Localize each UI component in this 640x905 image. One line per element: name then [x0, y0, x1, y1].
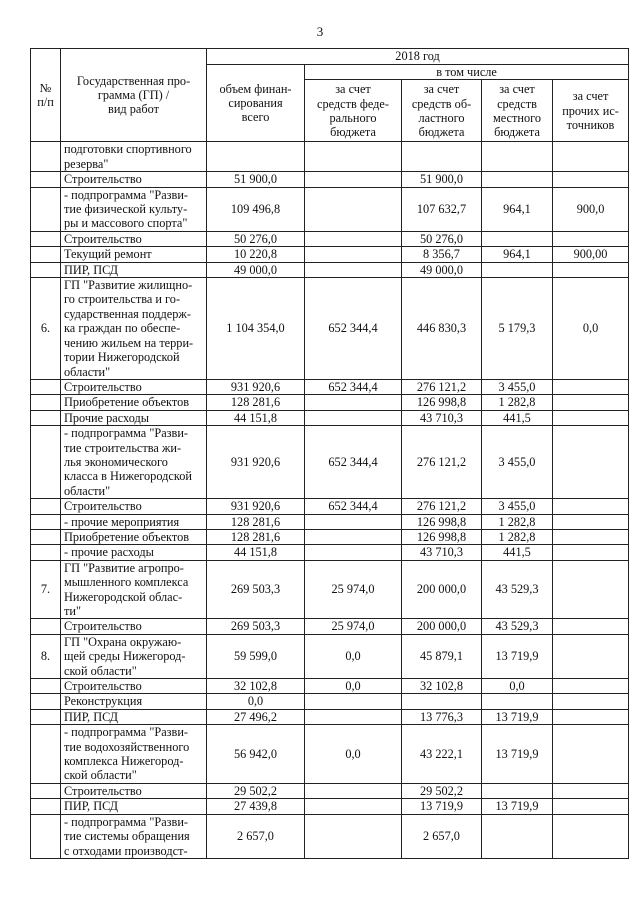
row-number: 7.: [31, 560, 61, 619]
row-regional: 446 830,3: [402, 278, 482, 380]
row-federal: [305, 545, 402, 560]
row-regional: 200 000,0: [402, 619, 482, 634]
row-total: 50 276,0: [207, 231, 305, 246]
row-name: Строительство: [61, 679, 207, 694]
row-name: Прочие расходы: [61, 410, 207, 425]
row-number: [31, 395, 61, 410]
row-number: [31, 247, 61, 262]
row-federal: [305, 231, 402, 246]
row-number: [31, 529, 61, 544]
row-local: 13 719,9: [482, 709, 553, 724]
table-row: [31, 187, 629, 231]
table-row: [31, 709, 629, 724]
row-number: [31, 514, 61, 529]
row-name: ПИР, ПСД: [61, 799, 207, 814]
row-name: ПИР, ПСД: [61, 262, 207, 277]
row-regional: 200 000,0: [402, 560, 482, 619]
table-row: [31, 142, 629, 172]
row-federal: 25 974,0: [305, 619, 402, 634]
row-name: Строительство: [61, 172, 207, 187]
row-regional: 13 719,9: [402, 799, 482, 814]
row-number: 6.: [31, 278, 61, 380]
row-number: [31, 187, 61, 231]
row-local: 43 529,3: [482, 560, 553, 619]
row-regional: 276 121,2: [402, 379, 482, 394]
row-other: [553, 725, 629, 784]
row-regional: 2 657,0: [402, 814, 482, 858]
row-regional: 8 356,7: [402, 247, 482, 262]
row-total: 931 920,6: [207, 426, 305, 499]
row-regional: 276 121,2: [402, 426, 482, 499]
row-local: 964,1: [482, 187, 553, 231]
row-local: 13 719,9: [482, 725, 553, 784]
row-local: 3 455,0: [482, 426, 553, 499]
row-regional: 126 998,8: [402, 395, 482, 410]
row-local: 441,5: [482, 545, 553, 560]
row-federal: [305, 262, 402, 277]
row-other: 0,0: [553, 278, 629, 380]
row-name: Строительство: [61, 499, 207, 514]
row-regional: 50 276,0: [402, 231, 482, 246]
table-row: [31, 529, 629, 544]
row-other: [553, 514, 629, 529]
row-number: [31, 231, 61, 246]
row-name: ГП "Охрана окружаю- щей среды Нижегород- ской области": [61, 634, 207, 678]
row-federal: 25 974,0: [305, 560, 402, 619]
table-row: [31, 634, 629, 678]
row-number: [31, 545, 61, 560]
row-other: 900,0: [553, 187, 629, 231]
table-row: [31, 379, 629, 394]
row-number: 8.: [31, 634, 61, 678]
row-federal: [305, 709, 402, 724]
row-federal: [305, 247, 402, 262]
row-other: [553, 799, 629, 814]
row-other: [553, 634, 629, 678]
row-local: [482, 694, 553, 709]
row-federal: [305, 395, 402, 410]
row-federal: [305, 187, 402, 231]
row-number: [31, 172, 61, 187]
row-total: 109 496,8: [207, 187, 305, 231]
row-other: [553, 783, 629, 798]
table-row: [31, 514, 629, 529]
row-total: 44 151,8: [207, 410, 305, 425]
row-federal: [305, 514, 402, 529]
row-name: Реконструкция: [61, 694, 207, 709]
row-name: Текущий ремонт: [61, 247, 207, 262]
row-number: [31, 379, 61, 394]
row-total: 2 657,0: [207, 814, 305, 858]
row-local: 3 455,0: [482, 499, 553, 514]
table-row: [31, 694, 629, 709]
row-local: 43 529,3: [482, 619, 553, 634]
row-total: 44 151,8: [207, 545, 305, 560]
row-name: ПИР, ПСД: [61, 709, 207, 724]
row-number: [31, 799, 61, 814]
row-total: 0,0: [207, 694, 305, 709]
row-other: [553, 142, 629, 172]
table-row: [31, 799, 629, 814]
row-total: 49 000,0: [207, 262, 305, 277]
row-total: 1 104 354,0: [207, 278, 305, 380]
row-federal: [305, 783, 402, 798]
row-total: 27 496,2: [207, 709, 305, 724]
row-federal: 652 344,4: [305, 379, 402, 394]
row-regional: 43 710,3: [402, 545, 482, 560]
row-name: Строительство: [61, 231, 207, 246]
row-total: 51 900,0: [207, 172, 305, 187]
row-regional: 126 998,8: [402, 514, 482, 529]
row-total: 269 503,3: [207, 619, 305, 634]
table-row: [31, 247, 629, 262]
row-local: [482, 262, 553, 277]
row-name: Строительство: [61, 379, 207, 394]
row-number: [31, 709, 61, 724]
row-other: [553, 709, 629, 724]
table-row: [31, 725, 629, 784]
row-regional: [402, 142, 482, 172]
row-total: 269 503,3: [207, 560, 305, 619]
row-total: 10 220,8: [207, 247, 305, 262]
row-federal: 0,0: [305, 725, 402, 784]
row-total: 56 942,0: [207, 725, 305, 784]
row-federal: [305, 814, 402, 858]
row-name: - подпрограмма "Разви- тие физической культу- ры и массового спорта": [61, 187, 207, 231]
row-regional: 45 879,1: [402, 634, 482, 678]
row-regional: 51 900,0: [402, 172, 482, 187]
row-name: подготовки спортивного резерва": [61, 142, 207, 172]
row-federal: [305, 172, 402, 187]
row-name: - прочие расходы: [61, 545, 207, 560]
header-local: за счет средств местного бюджета: [482, 80, 553, 142]
table-row: [31, 619, 629, 634]
row-regional: 13 776,3: [402, 709, 482, 724]
row-other: [553, 619, 629, 634]
row-other: [553, 426, 629, 499]
row-name: Приобретение объектов: [61, 395, 207, 410]
table-row: [31, 783, 629, 798]
row-name: ГП "Развитие агропро- мышленного комплекса Нижегородской облас- ти": [61, 560, 207, 619]
row-name: Строительство: [61, 783, 207, 798]
row-federal: [305, 142, 402, 172]
row-other: [553, 379, 629, 394]
row-number: [31, 679, 61, 694]
row-other: [553, 560, 629, 619]
row-number: [31, 410, 61, 425]
row-total: 931 920,6: [207, 499, 305, 514]
row-regional: 43 222,1: [402, 725, 482, 784]
table-row: [31, 231, 629, 246]
row-regional: [402, 694, 482, 709]
row-local: [482, 814, 553, 858]
table-row: [31, 560, 629, 619]
row-local: 1 282,8: [482, 514, 553, 529]
row-local: 1 282,8: [482, 395, 553, 410]
row-number: [31, 619, 61, 634]
row-name: - подпрограмма "Разви- тие строительства жи- лья экономического класса в Нижегородской области": [61, 426, 207, 499]
row-local: [482, 142, 553, 172]
row-local: 964,1: [482, 247, 553, 262]
row-local: [482, 783, 553, 798]
row-other: [553, 262, 629, 277]
table-row: [31, 172, 629, 187]
row-number: [31, 142, 61, 172]
header-total: объем финан- сирования всего: [207, 65, 305, 142]
row-other: [553, 529, 629, 544]
table-row: [31, 545, 629, 560]
header-year: 2018 год: [207, 49, 629, 65]
row-other: [553, 679, 629, 694]
page-number: 3: [316, 24, 324, 39]
row-federal: 652 344,4: [305, 499, 402, 514]
row-local: 3 455,0: [482, 379, 553, 394]
row-total: 128 281,6: [207, 395, 305, 410]
row-other: 900,00: [553, 247, 629, 262]
row-federal: 0,0: [305, 679, 402, 694]
row-name: - подпрограмма "Разви- тие водохозяйственного комплекса Нижегород- ской области": [61, 725, 207, 784]
row-number: [31, 694, 61, 709]
row-regional: 107 632,7: [402, 187, 482, 231]
row-name: ГП "Развитие жилищно- го строительства и го- сударственная поддерж- ка граждан по обеспе- чению жильем на терри- тории Нижегородской области": [61, 278, 207, 380]
row-local: 1 282,8: [482, 529, 553, 544]
row-federal: [305, 410, 402, 425]
row-other: [553, 545, 629, 560]
row-number: [31, 499, 61, 514]
header-num: № п/п: [31, 49, 61, 142]
table-row: [31, 814, 629, 858]
financing-table: [30, 48, 629, 859]
row-regional: 29 502,2: [402, 783, 482, 798]
row-local: 13 719,9: [482, 634, 553, 678]
row-other: [553, 499, 629, 514]
header-federal: за счет средств феде- рального бюджета: [305, 80, 402, 142]
row-total: 29 502,2: [207, 783, 305, 798]
row-federal: 0,0: [305, 634, 402, 678]
row-local: 0,0: [482, 679, 553, 694]
row-total: 27 439,8: [207, 799, 305, 814]
row-regional: 276 121,2: [402, 499, 482, 514]
row-name: Строительство: [61, 619, 207, 634]
row-total: 59 599,0: [207, 634, 305, 678]
row-regional: 32 102,8: [402, 679, 482, 694]
header-program: Государственная про- грамма (ГП) / вид работ: [61, 49, 207, 142]
row-total: 128 281,6: [207, 514, 305, 529]
table-row: [31, 278, 629, 380]
row-regional: 43 710,3: [402, 410, 482, 425]
row-total: 931 920,6: [207, 379, 305, 394]
row-number: [31, 725, 61, 784]
row-other: [553, 814, 629, 858]
header-including: в том числе: [305, 65, 629, 80]
row-number: [31, 814, 61, 858]
table-row: [31, 410, 629, 425]
table-row: [31, 426, 629, 499]
row-other: [553, 172, 629, 187]
row-total: [207, 142, 305, 172]
row-federal: [305, 529, 402, 544]
row-other: [553, 694, 629, 709]
row-other: [553, 231, 629, 246]
row-local: 13 719,9: [482, 799, 553, 814]
row-other: [553, 395, 629, 410]
row-local: [482, 172, 553, 187]
row-number: [31, 262, 61, 277]
row-local: 5 179,3: [482, 278, 553, 380]
row-name: - прочие мероприятия: [61, 514, 207, 529]
row-number: [31, 783, 61, 798]
row-total: 32 102,8: [207, 679, 305, 694]
row-federal: 652 344,4: [305, 278, 402, 380]
row-federal: 652 344,4: [305, 426, 402, 499]
row-name: Приобретение объектов: [61, 529, 207, 544]
row-regional: 126 998,8: [402, 529, 482, 544]
row-regional: 49 000,0: [402, 262, 482, 277]
header-other: за счет прочих ис- точников: [553, 80, 629, 142]
table-row: [31, 395, 629, 410]
row-federal: [305, 694, 402, 709]
row-local: [482, 231, 553, 246]
table-body: [31, 142, 629, 859]
row-other: [553, 410, 629, 425]
row-local: 441,5: [482, 410, 553, 425]
row-name: - подпрограмма "Разви- тие системы обращения с отходами производст-: [61, 814, 207, 858]
table-row: [31, 499, 629, 514]
header-regional: за счет средств об- ластного бюджета: [402, 80, 482, 142]
row-federal: [305, 799, 402, 814]
row-total: 128 281,6: [207, 529, 305, 544]
table-row: [31, 679, 629, 694]
table-row: [31, 262, 629, 277]
row-number: [31, 426, 61, 499]
